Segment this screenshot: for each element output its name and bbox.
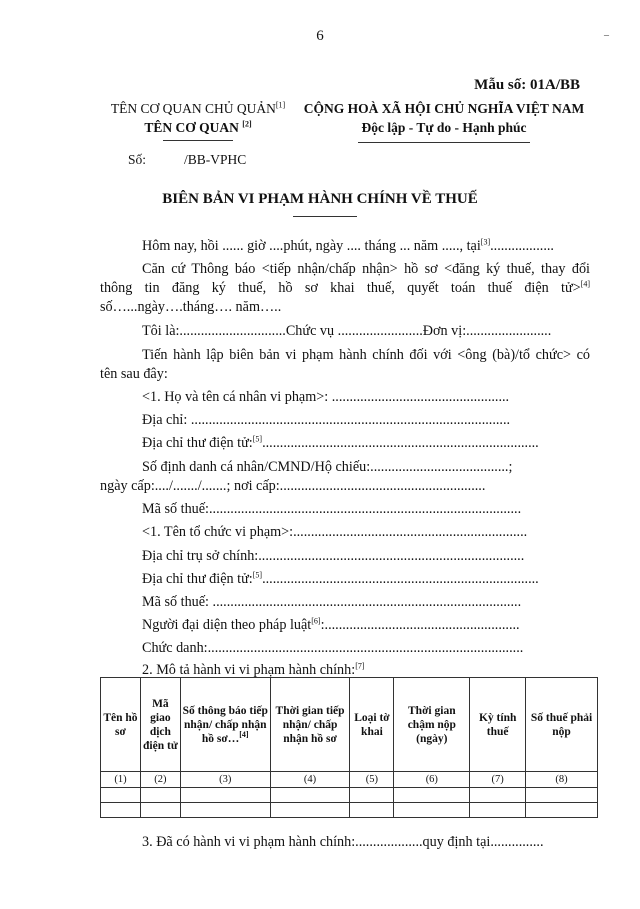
violation-table: [100, 677, 598, 818]
table-row: [101, 788, 598, 803]
col-header: Số thuế phải nộp: [526, 678, 598, 772]
col-number: (3): [180, 772, 270, 788]
col-number: (2): [140, 772, 180, 788]
table-cell: [394, 803, 470, 818]
table-cell: [101, 788, 141, 803]
line-issue-date: ngày cấp:..../......./.......; nơi cấp:..........................................................: [100, 478, 486, 494]
national-header: [300, 99, 588, 137]
col-number: (8): [526, 772, 598, 788]
table-header-row: [101, 678, 598, 772]
line-violation-rule: 3. Đã có hành vi vi phạm hành chính:...................quy định tại...............: [142, 834, 544, 850]
line-id-number: Số định danh cá nhân/CMND/Hộ chiếu:.......................................;: [142, 459, 513, 475]
agency-parent: TÊN CƠ QUAN CHỦ QUẢN[1]: [110, 100, 286, 116]
table-cell: [140, 788, 180, 803]
line-violator-name: <1. Họ và tên cá nhân vi phạm>: ..................................................: [142, 389, 510, 405]
agency-name: TÊN CƠ QUAN [2]: [144, 119, 252, 135]
line-violation-desc: 2. Mô tả hành vi vi phạm hành chính:[7]: [142, 661, 365, 678]
table-cell: [180, 788, 270, 803]
col-number: (5): [350, 772, 394, 788]
country-name: CỘNG HOÀ XÃ HỘI CHỦ NGHĨA VIỆT NAM: [303, 101, 585, 116]
line-officer: Tôi là:..............................Chức vụ ........................Đơn vị:........................: [142, 323, 552, 339]
table-number-row: [101, 772, 598, 788]
col-number: (4): [270, 772, 350, 788]
line-meeting-time: Hôm nay, hồi ...... giờ ....phút, ngày .... tháng ... năm ....., tại[3]..................: [142, 237, 554, 254]
table-cell: [101, 803, 141, 818]
corner-mark: –: [604, 30, 609, 41]
col-header: Kỳ tính thuế: [470, 678, 526, 772]
line-tax-code: Mã số thuế:........................................................................................: [142, 501, 522, 517]
table-cell: [350, 803, 394, 818]
agency-header: [100, 99, 296, 137]
col-header: Mã giao dịch điện tử: [140, 678, 180, 772]
table-cell: [394, 788, 470, 803]
document-number: [128, 152, 246, 168]
col-number: (1): [101, 772, 141, 788]
table-cell: [140, 803, 180, 818]
col-header: Tên hồ sơ: [101, 678, 141, 772]
motto-underline: [358, 142, 530, 143]
line-proceed-1: Tiến hành lập biên bản vi phạm hành chính đối với <ông (bà)/tổ chức> có: [142, 347, 590, 363]
line-legal-rep: Người đại diện theo pháp luật[6]:.......................................................: [142, 616, 520, 633]
col-number: (7): [470, 772, 526, 788]
doc-number-label: Số:: [128, 152, 147, 167]
line-position: Chức danh:.........................................................................................: [142, 640, 524, 656]
col-header: Thời gian tiếp nhận/ chấp nhận hồ sơ: [270, 678, 350, 772]
page-number: 6: [316, 28, 324, 44]
line-org-tax-code: Mã số thuế: .......................................................................................: [142, 594, 522, 610]
table-cell: [180, 803, 270, 818]
line-address: Địa chỉ: ..........................................................................................: [142, 412, 511, 428]
line-basis-2: thông tin đăng ký thuế, hồ sơ khai thuế, quyết toán thuế điện tử>[4]: [100, 279, 590, 296]
col-header: Loại tờ khai: [350, 678, 394, 772]
line-email: Địa chỉ thư điện tử:[5]..............................................................................: [142, 434, 539, 451]
line-head-office: Địa chỉ trụ sở chính:...........................................................................: [142, 548, 525, 564]
title-underline: [293, 216, 357, 217]
col-header: Số thông báo tiếp nhận/ chấp nhận hồ sơ…[4]: [180, 678, 270, 772]
table-cell: [270, 788, 350, 803]
col-number: (6): [394, 772, 470, 788]
table-cell: [526, 803, 598, 818]
line-basis-3: số…...ngày….tháng…. năm…..: [100, 299, 282, 315]
table-cell: [350, 788, 394, 803]
table-cell: [270, 803, 350, 818]
line-proceed-2: tên sau đây:: [100, 366, 168, 382]
line-basis-1: Căn cứ Thông báo <tiếp nhận/chấp nhận> hồ sơ <đăng ký thuế, thay đổi: [142, 261, 590, 277]
document-title: BIÊN BẢN VI PHẠM HÀNH CHÍNH VỀ THUẾ: [162, 191, 478, 207]
col-header: Thời gian chậm nộp (ngày): [394, 678, 470, 772]
form-number: Mẫu số: 01A/BB: [474, 77, 580, 93]
table-row: [101, 803, 598, 818]
line-org-name: <1. Tên tổ chức vi phạm>:..................................................................: [142, 524, 528, 540]
agency-underline: [163, 140, 233, 141]
table-cell: [526, 788, 598, 803]
table-cell: [470, 788, 526, 803]
national-motto: Độc lập - Tự do - Hạnh phúc: [361, 120, 527, 135]
table-cell: [470, 803, 526, 818]
line-org-email: Địa chỉ thư điện tử:[5]..............................................................................: [142, 570, 539, 587]
doc-number-suffix: /BB-VPHC: [184, 152, 247, 167]
